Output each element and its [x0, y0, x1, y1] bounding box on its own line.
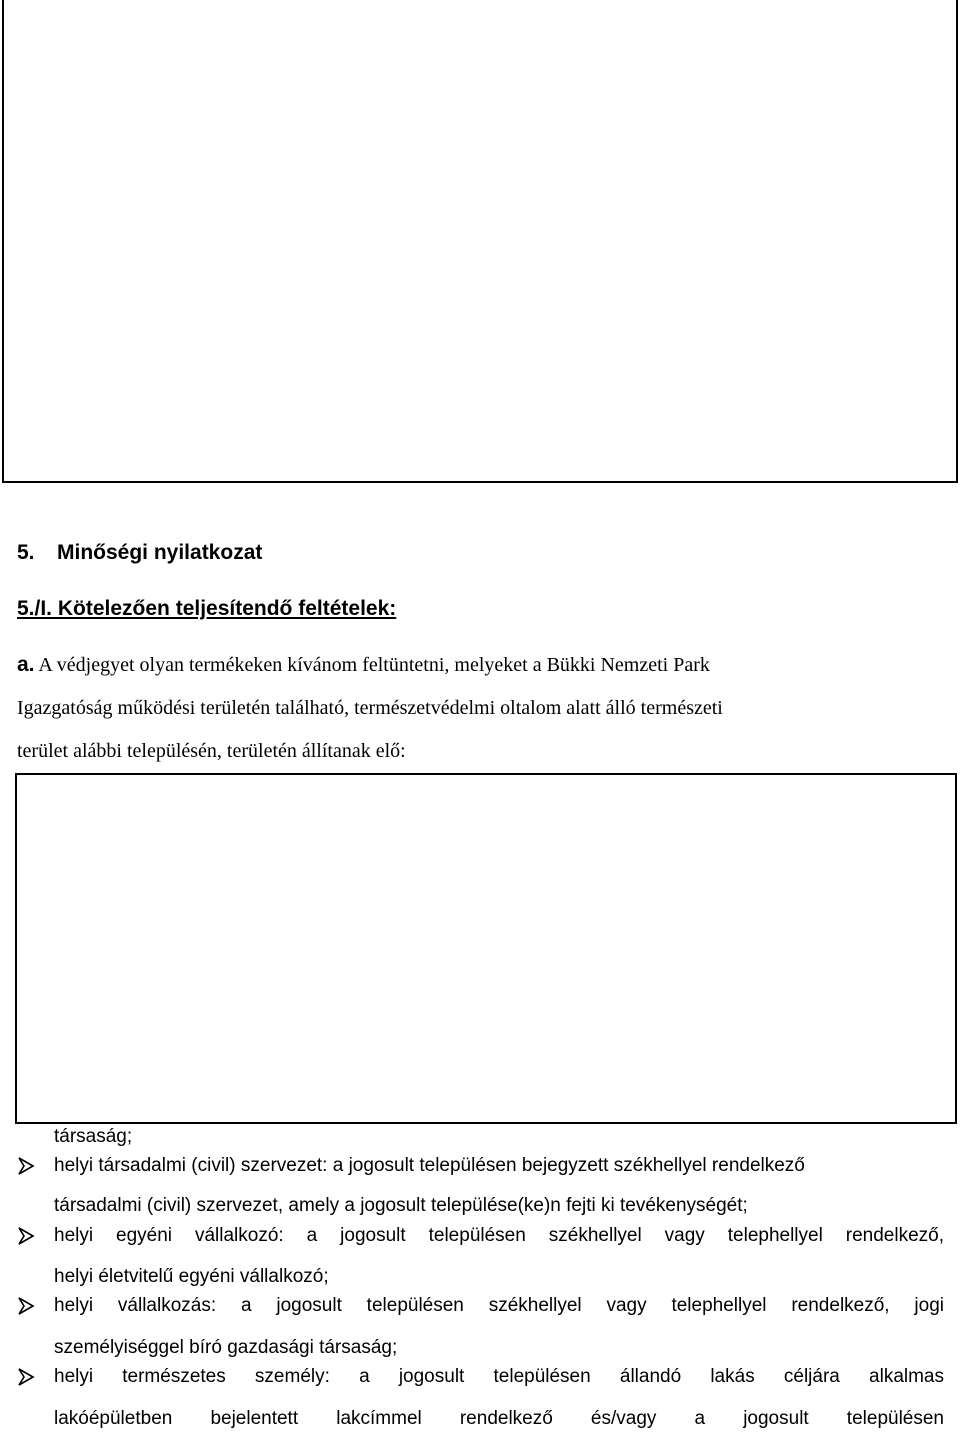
- paragraph-a-line-2: Igazgatóság működési területén található, természetvédelmi oltalom alatt álló természeti: [17, 697, 723, 719]
- section-number: 5.: [17, 541, 35, 564]
- paragraph-a-line-1-text: A védjegyet olyan termékeken kívánom feltüntetni, melyeket a Bükki Nemzeti Park: [38, 654, 710, 676]
- paragraph-a-line-1: [17, 653, 710, 677]
- paragraph-a-line-3: terület alábbi településén, területén állítanak elő:: [17, 740, 406, 762]
- top-frame-box: [2, 0, 958, 483]
- list-item-enterprise-line-2: személyiséggel bíró gazdasági társaság;: [54, 1337, 398, 1358]
- arrowhead-bullet-icon: [16, 1156, 36, 1176]
- location-entry-box[interactable]: [15, 773, 957, 1124]
- paragraph-a-letter: a.: [17, 653, 35, 676]
- list-item-natural-person-line-2: lakóépületben bejelentett lakcímmel rendelkező és/vagy a jogosult településen: [54, 1408, 944, 1429]
- list-item-civil-line-1: helyi társadalmi (civil) szervezet: a jogosult településen bejegyzett székhellyel rendelkező: [54, 1155, 805, 1176]
- subsection-title: 5./I. Kötelezően teljesítendő feltételek:: [17, 597, 397, 620]
- arrowhead-bullet-icon: [16, 1226, 36, 1246]
- list-continuation-text: társaság;: [54, 1126, 133, 1147]
- arrowhead-bullet-icon: [16, 1296, 36, 1316]
- list-item-natural-person-line-1: helyi természetes személy: a jogosult településen állandó lakás céljára alkalmas: [54, 1366, 944, 1387]
- section-title: [17, 541, 262, 565]
- list-item-sole-trader-line-2: helyi életvitelű egyéni vállalkozó;: [54, 1266, 329, 1287]
- section-title-text: Minőségi nyilatkozat: [57, 541, 263, 564]
- list-item-sole-trader-line-1: helyi egyéni vállalkozó: a jogosult településen székhellyel vagy telephellyel rendelkező,: [54, 1225, 944, 1246]
- list-item-enterprise-line-1: helyi vállalkozás: a jogosult településen székhellyel vagy telephellyel rendelkező, jogi: [54, 1295, 944, 1316]
- list-item-civil-line-2: társadalmi (civil) szervezet, amely a jogosult települése(ke)n fejti ki tevékenységét;: [54, 1195, 748, 1216]
- arrowhead-bullet-icon: [16, 1367, 36, 1387]
